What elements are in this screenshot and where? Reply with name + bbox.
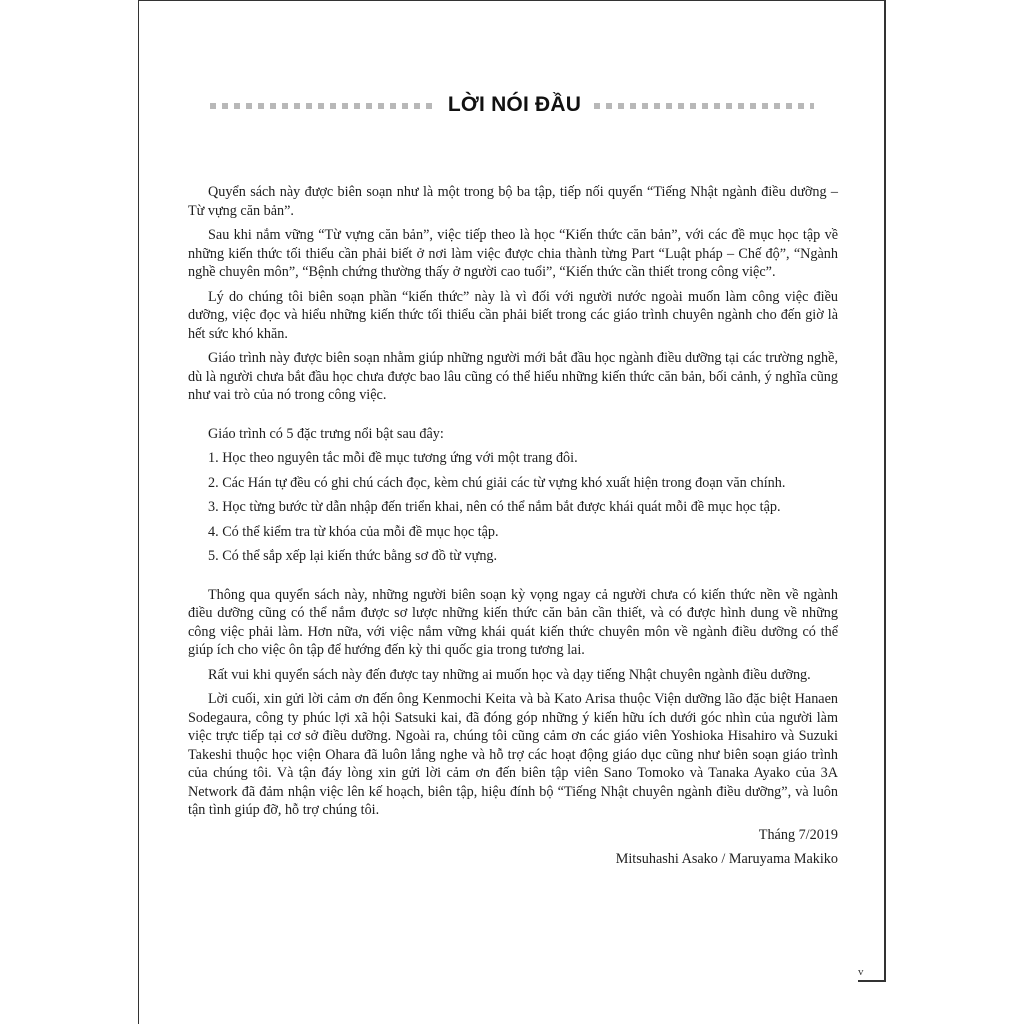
feature-item-4: 4. Có thể kiểm tra từ khóa của mỗi đề mục học tập.: [208, 523, 499, 540]
feature-item-2: 2. Các Hán tự đều có ghi chú cách đọc, kèm chú giải các từ vựng khó xuất hiện trong đoạn văn chính.: [208, 474, 786, 491]
title-decoration-left: [210, 103, 435, 109]
closing-paragraph-1: Thông qua quyển sách này, những người biên soạn kỳ vọng ngay cả người chưa có kiến thức nền về ngành điều dưỡng cũng có thể nắm được sơ lược những kiến thức căn bản cần thiết, và có được hình dung về những công việc phải làm. Hơn nữa, với việc nắm vững khái quát kiến thức chuyên môn về ngành điều dưỡng có thể giúp ích cho việc ôn tập để hướng đến kỳ thi quốc gia trong tương lai.: [188, 586, 838, 658]
closing-paragraph-2: Rất vui khi quyển sách này đến được tay những ai muốn học và dạy tiếng Nhật chuyên ngành điều dưỡng.: [208, 666, 811, 683]
title-row: [210, 90, 814, 120]
feature-item-3: 3. Học từng bước từ dẫn nhập đến triển khai, nên có thể nắm bắt được khái quát mỗi đề mục học tập.: [208, 499, 781, 515]
title-decoration-right: [594, 103, 814, 109]
intro-paragraph-4: Giáo trình này được biên soạn nhằm giúp những người mới bắt đầu học ngành điều dưỡng tại các trường nghề, dù là người chưa bắt đầu học chưa được bao lâu cũng có thể hiểu những kiến thức căn bản, bối cảnh, ý nghĩa cũng như vai trò của nó trong công việc.: [188, 350, 838, 403]
page-number: v: [858, 966, 864, 978]
preface-body: [188, 183, 838, 875]
intro-paragraph-3: Lý do chúng tôi biên soạn phần “kiến thức” này là vì đối với người nước ngoài muốn làm công việc điều dưỡng, việc đọc và hiểu những kiến thức tối thiểu cần phải biết trong các giáo trình chuyên ngành cho đến giờ là hết sức khó khăn.: [188, 288, 838, 342]
closing-paragraph-3: Lời cuối, xin gửi lời cảm ơn đến ông Kenmochi Keita và bà Kato Arisa thuộc Viện dưỡng lão đặc biệt Hanaen Sodegaura, công ty phúc lợi xã hội Satsuki kai, đã đóng góp những ý kiến hữu ích dưới góc nhìn của người làm việc trực tiếp tại cơ sở điều dưỡng. Ngoài ra, chúng tôi cũng cảm ơn các giáo viên Yoshioka Hisahiro và Suzuki Takeshi thuộc học viện Ohara đã luôn lắng nghe và hỗ trợ các hoạt động giáo dục cũng như biên soạn giáo trình của chúng tôi. Và tận đáy lòng xin gửi lời cảm ơn đến biên tập viên Sano Tomoko và Tanaka Ayako của 3A Network đã đảm nhận việc lên kế hoạch, biên tập, hiệu đính bộ “Tiếng Nhật chuyên ngành điều dưỡng”, và luôn tận tình giúp đỡ, hỗ trợ chúng tôi.: [188, 691, 838, 818]
page-number-rule: [858, 980, 886, 982]
intro-paragraph-2: Sau khi nắm vững “Từ vựng căn bản”, việc tiếp theo là học “Kiến thức căn bản”, với các đề mục học tập về những kiến thức tối thiểu cần phải biết ở nơi làm việc được chia thành từng Part “Luật pháp – Chế độ”, “Ngành nghề chuyên môn”, “Bệnh chứng thường thấy ở người cao tuổi”, “Kiến thức cần thiết trong công việc”.: [188, 227, 838, 280]
authors-line: Mitsuhashi Asako / Maruyama Makiko: [615, 851, 838, 867]
page-right-border: [884, 0, 886, 980]
features-intro: Giáo trình có 5 đặc trưng nổi bật sau đây:: [208, 425, 444, 442]
feature-item-1: 1. Học theo nguyên tắc mỗi đề mục tương ứng với một trang đôi.: [208, 450, 578, 466]
feature-item-5: 5. Có thể sắp xếp lại kiến thức bằng sơ đồ từ vựng.: [208, 548, 498, 564]
intro-paragraph-1: Quyển sách này được biên soạn như là một trong bộ ba tập, tiếp nối quyển “Tiếng Nhật ngành điều dưỡng – Từ vựng căn bản”.: [188, 184, 838, 219]
page-title: LỜI NÓI ĐẦU: [447, 93, 582, 116]
date-line: Tháng 7/2019: [758, 826, 838, 843]
